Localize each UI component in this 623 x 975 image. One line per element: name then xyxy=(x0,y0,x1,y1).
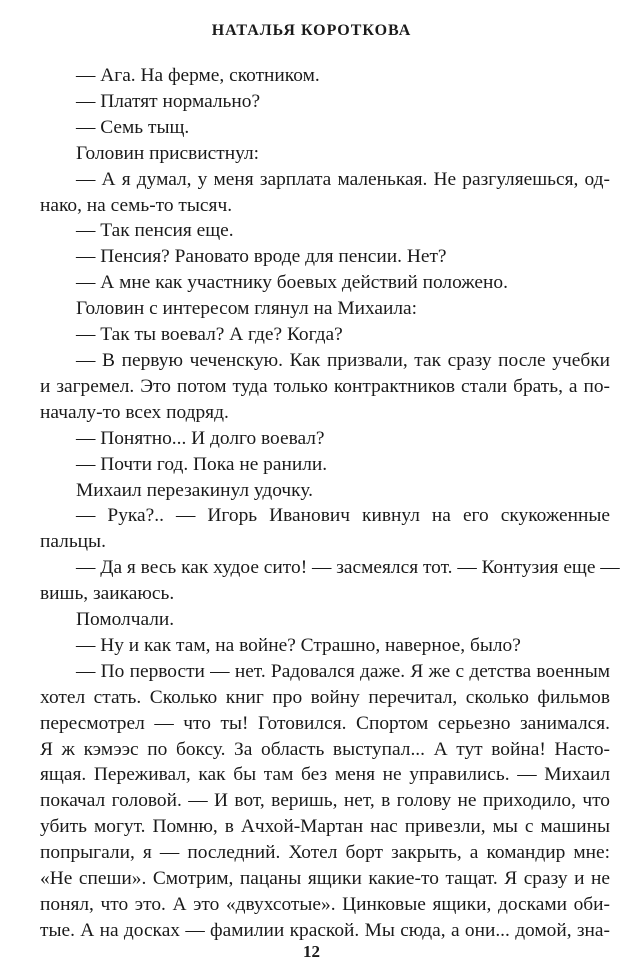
text-line: Помолчали. xyxy=(76,609,175,631)
text-line: — Пенсия? Рановато вроде для пенсии. Нет? xyxy=(76,246,447,268)
text-line: — Так ты воевал? А где? Когда? xyxy=(76,324,343,346)
text-line: тые. А на досках — фамилии краской. Мы сюда, а они... домой, зна- xyxy=(40,919,610,941)
text-line: — Да я весь как худое сито! — засмеялся тот. — Контузия еще — xyxy=(76,557,620,579)
text-line: началу-то всех подряд. xyxy=(40,401,229,423)
text-line: «Не спеши». Смотрим, пацаны ящики какие-то тащат. Я сразу и не xyxy=(40,868,610,890)
body-text xyxy=(40,63,620,944)
text-line: — Ага. На ферме, скотником. xyxy=(76,65,320,86)
text-line: ящая. Переживал, как бы там без меня не управились. — Михаил xyxy=(40,764,610,786)
page-number: 12 xyxy=(303,942,320,961)
text-line: Головин присвистнул: xyxy=(76,142,260,164)
text-line: убить могут. Помню, в Ачхой-Мартан нас привезли, мы с машины xyxy=(40,816,610,838)
text-line: — Почти год. Пока не ранили. xyxy=(76,453,328,475)
text-line: — А я думал, у меня зарплата маленькая. Не разгуляешься, од- xyxy=(76,168,610,190)
text-line: — В первую чеченскую. Как призвали, так сразу после учебки xyxy=(76,349,610,371)
text-line: покачал головой. — И вот, веришь, нет, в голову не приходило, что xyxy=(40,790,610,812)
running-head: НАТАЛЬЯ КОРОТКОВА xyxy=(211,22,412,39)
text-line: и загремел. Это потом туда только контрактников стали брать, а по- xyxy=(40,375,610,397)
text-line: попрыгали, я — последний. Хотел борт закрыть, а командир мне: xyxy=(40,842,610,864)
text-line: Я ж кэмээс по боксу. За область выступал... А тут война! Насто- xyxy=(40,738,610,760)
text-line: — Ну и как там, на войне? Страшно, наверное, было? xyxy=(76,634,521,656)
text-line: Михаил перезакинул удочку. xyxy=(76,479,313,501)
text-line: — А мне как участнику боевых действий положено. xyxy=(76,272,508,294)
text-line: — По первости — нет. Радовался даже. Я же с детства военным xyxy=(76,660,610,682)
text-line: — Платят нормально? xyxy=(76,90,261,112)
text-line: — Так пенсия еще. xyxy=(76,220,234,242)
text-line: — Понятно... И долго воевал? xyxy=(76,427,325,449)
text-line: понял, что это. А это «двухсотые». Цинковые ящики, досками оби- xyxy=(40,894,610,915)
text-line: пересмотрел — что ты! Готовился. Спортом серьезно занимался. xyxy=(40,712,610,734)
text-line: пальцы. xyxy=(40,531,106,553)
text-line: хотел стать. Сколько книг про войну перечитал, сколько фильмов xyxy=(40,686,610,708)
text-line: вишь, заикаюсь. xyxy=(40,583,175,605)
text-line: — Семь тыщ. xyxy=(76,116,190,138)
text-line: Головин с интересом глянул на Михаила: xyxy=(76,298,418,320)
text-line: нако, на семь-то тысяч. xyxy=(40,194,233,216)
text-line: — Рука?.. — Игорь Иванович кивнул на его скукоженные xyxy=(76,505,610,527)
